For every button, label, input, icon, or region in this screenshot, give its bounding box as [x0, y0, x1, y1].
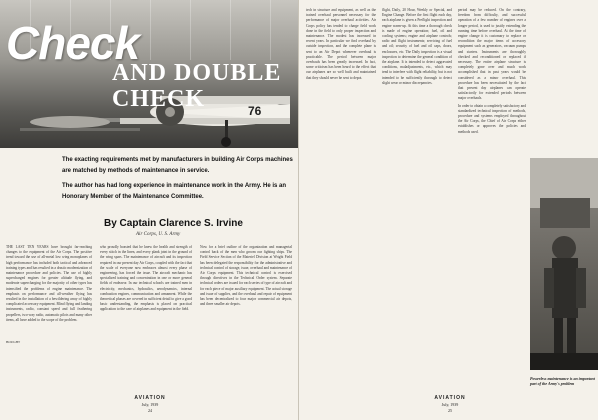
column-4 — [306, 8, 376, 390]
footer-date-left: July, 1939 — [141, 402, 159, 407]
column-6 — [458, 8, 526, 390]
page-gutter — [298, 0, 299, 420]
footer-magazine-left: AVIATION — [134, 395, 166, 401]
author-rank: Air Corps, U. S. Army — [136, 232, 181, 237]
subtitle-block — [62, 155, 294, 207]
column-5-text: flight, Daily, 20 Hour, Weekly or Special, and Engine Change. Before the first flight each day, each airplane is given a Preflight inspection and engine warm-up. At this time a thorough check is made of engine operation; fuel, oil and cooling systems; engine and airplane controls; radio and flight instruments; servicing of fuel and oil; security of fuel and oil caps, doors, enclosures, etc. The Daily inspection is a visual inspection to determine the general condition of the airplane. It is intended to detect aggravated conditions, maladjustments, etc., which may tend to interfere with flight reliability, but is not intended to be sufficiently thorough to detect slight wear or minor discrepancies. — [382, 8, 452, 85]
subtitle-1: The exacting requirements met by manufacturers in building Air Corps machines are matched by methods of maintenance in service. — [62, 157, 293, 174]
column-5 — [382, 8, 452, 390]
column-3-text: Now for a brief outline of the organization and managerial control back of the men who groom our fighting ships. The Field Service Section of the Materiel Division at Wright Field has been delegated the responsibility for the administrative and technical control of storage, issue, overhaul and maintenance of Air Corps equipment. This technical control is exercised through directives in the Technical Order system. Separate technical orders are issued for each series of type of aircraft and for each piece of major auxiliary equipment. The actual storage and issue of supplies, and the overhaul and repair of equipment has been decentralized to four major commercial air depots, and three smaller air depots. — [200, 245, 292, 307]
column-4-text: tech in structure and equipment, as well as the trained overhaul personnel necessary for the performance of major overhaul activities. Air Corps policy has tended to charge field work done in the field to only proper inspection and maintenance. The modest has increased in recent years. In particular we find overhaul by outside inspection, and the complete plane is sent to an Air Depot whenever overhaul is practicable. The period between major overhauls has been greatly increased. In fact, some criticism has been heard to the effect that our airplanes are so well built and maintained that they should never be sent to depot. — [306, 8, 376, 80]
column-2 — [100, 245, 192, 390]
title-script: Check — [6, 17, 140, 69]
column-6-text-b: In order to obtain a completely satisfactory and standardized technical inspection of methods, procedure and systems employed throughout the Air Corps, the Chief of Air Corps either establishes or approves the policies and methods used. — [458, 103, 526, 134]
footer-magazine-right: AVIATION — [434, 395, 466, 401]
footer-date-right: July, 1939 — [441, 402, 459, 407]
column-6-text: period may be reduced. On the contrary, freedom from difficulty, and successful operation of a few number of engines over a longer period, is used to justify extending the running time before overhaul. At the time of engine change it is customary to replace or recondition the major items of accessory equipment such as generators, vacuum pumps and starters. Instruments are thoroughly checked and reconditioned or replaced if necessary. The entire airplane structure is completely gone over and much work accomplished that in past years would be considered as a minor overhaul. This procedure has been necessitated by the fact that present day airplanes can operate satisfactorily for extended periods between major overhauls. — [458, 8, 526, 101]
plane-number: 76 — [248, 104, 262, 118]
column-1-note: BOUGHT — [6, 340, 21, 344]
subtitle-2: The author has had long experience in maintenance work in the Army. He is an Honorary Member of the Maintenance Committee. — [62, 183, 287, 200]
byline: By Captain Clarence S. Irvine — [104, 218, 243, 229]
column-1-text: THE LAST TEN YEARS have brought far-reaching changes to the equipment of the Air Corps. The positive trend toward the use of all-metal low wing monoplanes of high performance has included both tactical and advanced training types and has resulted in a drastic modernization of maintenance procedure and policies. The use of highly supercharged engines for greater altitude flying, and moderate supercharging for the majority of other types has intensified the problems of engine maintenance. The emphasis on performance and all-weather flying has resulted in the installation of a bewildering array of highly complicated accessory equipment. Blind flying and landing instruments, radio, constant speed and full feathering propellers, two-way radio, automatic pilots and many other items, all have added to the scope of the problem. — [6, 245, 92, 322]
page-number-left: 24 — [148, 408, 152, 413]
photo-caption: Powerless maintenance is an important part of the Army's problem — [530, 376, 595, 386]
page-number-right: 25 — [448, 408, 452, 413]
column-2-text: who proudly boasted that he knew the health and strength of every stitch in the linen, and every plank joint in the ground of the wing spars. The maintenance of aircraft and its inspection required in our present day Air Corps, coupled with the fact that the scale of everyone now embraces almost every phase of engineering, has forced the issue. The aircraft mechanic has specialized training and concentration in one or more general fields of endeavor. In our technical schools are trained men in electricity, mechanics, hydraulics, aerodynamics, internal combustion engines, communication and armament. While the theoretical phases are covered in sufficient detail to give a good basic understanding, the emphasis is placed on practical application to the care of airplanes and equipment in the field. — [100, 245, 192, 312]
title-main: AND DOUBLE CHECK — [112, 60, 282, 112]
column-3 — [200, 245, 292, 390]
hangar-photo — [0, 0, 299, 148]
mechanic-photo — [530, 158, 598, 370]
column-1 — [6, 245, 92, 337]
mechanic-illustration — [530, 158, 598, 370]
